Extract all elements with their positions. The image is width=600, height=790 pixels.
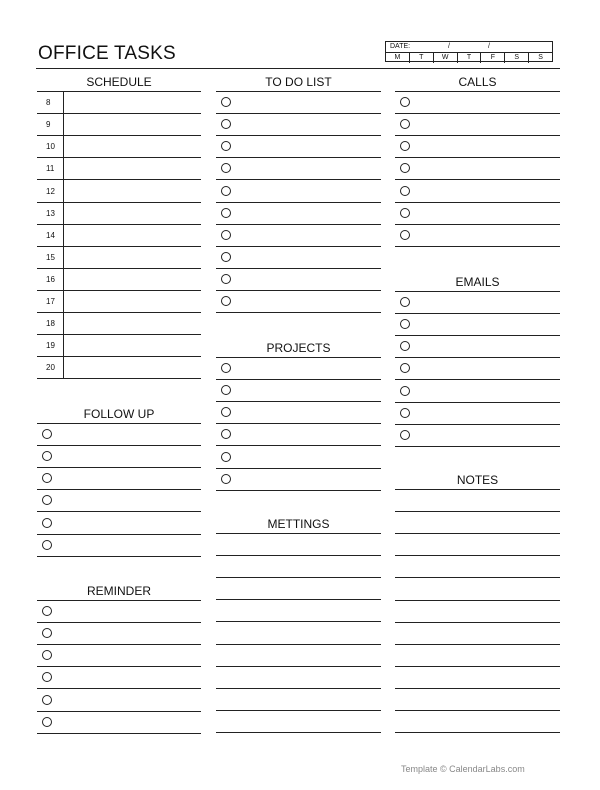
notes-row-line[interactable] (395, 511, 560, 512)
projects-row-line[interactable] (216, 379, 381, 380)
todo-title: TO DO LIST (265, 75, 332, 89)
schedule-hour-label: 19 (46, 341, 55, 351)
reminder-row-line[interactable] (37, 733, 201, 734)
emails-row-line[interactable] (395, 424, 560, 425)
calls-checkbox[interactable] (400, 141, 410, 151)
todo-row-line[interactable] (216, 113, 381, 114)
reminder-row-line[interactable] (37, 688, 201, 689)
notes-row-line[interactable] (395, 533, 560, 534)
reminder-checkbox[interactable] (42, 672, 52, 682)
calls-row-line[interactable] (395, 224, 560, 225)
schedule-row-line[interactable] (37, 356, 201, 357)
date-label: DATE: (390, 43, 411, 50)
schedule-row-line[interactable] (37, 334, 201, 335)
calls-checkbox[interactable] (400, 97, 410, 107)
meetings-row-line[interactable] (216, 555, 381, 556)
todo-checkbox[interactable] (221, 208, 231, 218)
schedule-hour-label: 18 (46, 319, 55, 329)
calls-checkbox[interactable] (400, 208, 410, 218)
schedule-hour-label: 9 (46, 120, 51, 130)
notes-row-line[interactable] (395, 555, 560, 556)
todo-row-line[interactable] (216, 202, 381, 203)
emails-header-rule[interactable] (395, 291, 560, 292)
follow-up-checkbox[interactable] (42, 429, 52, 439)
left-column (37, 0, 201, 790)
emails-title: EMAILS (455, 275, 500, 289)
schedule-hour-label: 14 (46, 230, 55, 240)
follow-up-checkbox[interactable] (42, 473, 52, 483)
calls-title: CALLS (458, 75, 497, 89)
projects-row-line[interactable] (216, 401, 381, 402)
projects-header-rule[interactable] (216, 357, 381, 358)
projects-row-line[interactable] (216, 490, 381, 491)
reminder-row-line[interactable] (37, 622, 201, 623)
projects-checkbox[interactable] (221, 429, 231, 439)
schedule-header-rule[interactable] (37, 91, 201, 92)
follow-up-row-line[interactable] (37, 445, 201, 446)
weekday-mon[interactable]: M (386, 53, 410, 63)
schedule-row-line[interactable] (37, 268, 201, 269)
schedule-hour-label: 10 (46, 142, 55, 152)
projects-title: PROJECTS (266, 341, 331, 355)
schedule-row-line[interactable] (37, 202, 201, 203)
todo-row-line[interactable] (216, 312, 381, 313)
schedule-hour-label: 15 (46, 252, 55, 262)
todo-row-line[interactable] (216, 135, 381, 136)
schedule-hour-label: 8 (46, 98, 51, 108)
meetings-row-line[interactable] (216, 666, 381, 667)
todo-checkbox[interactable] (221, 186, 231, 196)
calls-checkbox[interactable] (400, 230, 410, 240)
weekday-sun[interactable]: S (538, 54, 543, 61)
reminder-row-line[interactable] (37, 666, 201, 667)
calls-checkbox[interactable] (400, 163, 410, 173)
emails-checkbox[interactable] (400, 319, 410, 329)
reminder-checkbox[interactable] (42, 695, 52, 705)
meetings-row-line[interactable] (216, 732, 381, 733)
emails-row-line[interactable] (395, 379, 560, 380)
emails-row-line[interactable] (395, 335, 560, 336)
todo-row-line[interactable] (216, 246, 381, 247)
reminder-row-line[interactable] (37, 644, 201, 645)
todo-checkbox[interactable] (221, 97, 231, 107)
meetings-row-line[interactable] (216, 621, 381, 622)
todo-row-line[interactable] (216, 268, 381, 269)
weekday-sat[interactable]: S (505, 53, 529, 63)
emails-checkbox[interactable] (400, 386, 410, 396)
notes-row-line[interactable] (395, 644, 560, 645)
follow-up-header-rule[interactable] (37, 423, 201, 424)
calls-row-line[interactable] (395, 246, 560, 247)
weekday-fri[interactable]: F (481, 53, 505, 63)
calls-row-line[interactable] (395, 202, 560, 203)
schedule-hour-label: 20 (46, 363, 55, 373)
weekday-thu[interactable]: T (458, 53, 482, 63)
todo-checkbox[interactable] (221, 274, 231, 284)
meetings-row-line[interactable] (216, 688, 381, 689)
follow-up-row-line[interactable] (37, 489, 201, 490)
follow-up-row-line[interactable] (37, 511, 201, 512)
projects-row-line[interactable] (216, 423, 381, 424)
calls-row-line[interactable] (395, 135, 560, 136)
reminder-header-rule[interactable] (37, 600, 201, 601)
todo-checkbox[interactable] (221, 230, 231, 240)
projects-row-line[interactable] (216, 445, 381, 446)
notes-row-line[interactable] (395, 688, 560, 689)
notes-row-line[interactable] (395, 666, 560, 667)
right-column (395, 0, 560, 790)
schedule-hour-label: 12 (46, 186, 55, 196)
emails-checkbox[interactable] (400, 297, 410, 307)
schedule-hour-divider (63, 91, 64, 378)
schedule-hour-label: 16 (46, 274, 55, 284)
todo-row-line[interactable] (216, 157, 381, 158)
follow-up-row-line[interactable] (37, 467, 201, 468)
emails-row-line[interactable] (395, 313, 560, 314)
schedule-row-line[interactable] (37, 378, 201, 379)
notes-row-line[interactable] (395, 732, 560, 733)
todo-checkbox[interactable] (221, 252, 231, 262)
emails-row-line[interactable] (395, 402, 560, 403)
reminder-checkbox[interactable] (42, 650, 52, 660)
calls-row-line[interactable] (395, 157, 560, 158)
notes-row-line[interactable] (395, 577, 560, 578)
reminder-checkbox[interactable] (42, 628, 52, 638)
follow-up-row-line[interactable] (37, 556, 201, 557)
calls-row-line[interactable] (395, 179, 560, 180)
reminder-row-line[interactable] (37, 711, 201, 712)
calls-checkbox[interactable] (400, 186, 410, 196)
reminder-title: REMINDER (86, 584, 151, 598)
weekday-wed[interactable]: W (434, 53, 458, 63)
todo-checkbox[interactable] (221, 163, 231, 173)
calls-checkbox[interactable] (400, 119, 410, 129)
emails-checkbox[interactable] (400, 363, 410, 373)
todo-checkbox[interactable] (221, 296, 231, 306)
todo-row-line[interactable] (216, 290, 381, 291)
middle-column (216, 0, 381, 790)
todo-row-line[interactable] (216, 224, 381, 225)
meetings-row-line[interactable] (216, 577, 381, 578)
follow-up-checkbox[interactable] (42, 518, 52, 528)
meetings-row-line[interactable] (216, 599, 381, 600)
schedule-hour-label: 17 (46, 297, 55, 306)
meetings-row-line[interactable] (216, 710, 381, 711)
projects-checkbox[interactable] (221, 407, 231, 417)
date-separator: / (448, 43, 450, 50)
follow-up-title: FOLLOW UP (83, 407, 155, 421)
todo-checkbox[interactable] (221, 119, 231, 129)
schedule-row-line[interactable] (37, 246, 201, 247)
meetings-header-rule[interactable] (216, 533, 381, 534)
schedule-title: SCHEDULE (86, 75, 152, 89)
todo-checkbox[interactable] (221, 141, 231, 151)
calls-row-line[interactable] (395, 113, 560, 114)
schedule-row-line[interactable] (37, 113, 201, 114)
todo-header-rule[interactable] (216, 91, 381, 92)
follow-up-checkbox[interactable] (42, 540, 52, 550)
follow-up-checkbox[interactable] (42, 495, 52, 505)
notes-title: NOTES (456, 473, 499, 487)
emails-checkbox[interactable] (400, 430, 410, 440)
date-separator: / (488, 43, 490, 50)
notes-row-line[interactable] (395, 710, 560, 711)
footer-credit: Template © CalendarLabs.com (401, 764, 525, 774)
projects-checkbox[interactable] (221, 474, 231, 484)
schedule-row-line[interactable] (37, 179, 201, 180)
todo-row-line[interactable] (216, 179, 381, 180)
schedule-hour-label: 13 (46, 208, 55, 218)
projects-checkbox[interactable] (221, 363, 231, 373)
notes-row-line[interactable] (395, 600, 560, 601)
reminder-checkbox[interactable] (42, 606, 52, 616)
schedule-row-line[interactable] (37, 290, 201, 291)
projects-row-line[interactable] (216, 468, 381, 469)
emails-row-line[interactable] (395, 446, 560, 447)
meetings-row-line[interactable] (216, 644, 381, 645)
follow-up-row-line[interactable] (37, 534, 201, 535)
schedule-row-line[interactable] (37, 157, 201, 158)
schedule-row-line[interactable] (37, 312, 201, 313)
page-title: OFFICE TASKS (38, 43, 176, 64)
schedule-row-line[interactable] (37, 135, 201, 136)
projects-checkbox[interactable] (221, 452, 231, 462)
projects-checkbox[interactable] (221, 385, 231, 395)
schedule-hour-label: 11 (46, 164, 55, 174)
notes-header-rule[interactable] (395, 489, 560, 490)
weekday-tue[interactable]: T (410, 53, 434, 63)
reminder-checkbox[interactable] (42, 717, 52, 727)
meetings-title: METTINGS (267, 517, 330, 531)
calls-header-rule[interactable] (395, 91, 560, 92)
notes-row-line[interactable] (395, 622, 560, 623)
schedule-row-line[interactable] (37, 224, 201, 225)
follow-up-checkbox[interactable] (42, 451, 52, 461)
emails-row-line[interactable] (395, 357, 560, 358)
emails-checkbox[interactable] (400, 408, 410, 418)
emails-checkbox[interactable] (400, 341, 410, 351)
